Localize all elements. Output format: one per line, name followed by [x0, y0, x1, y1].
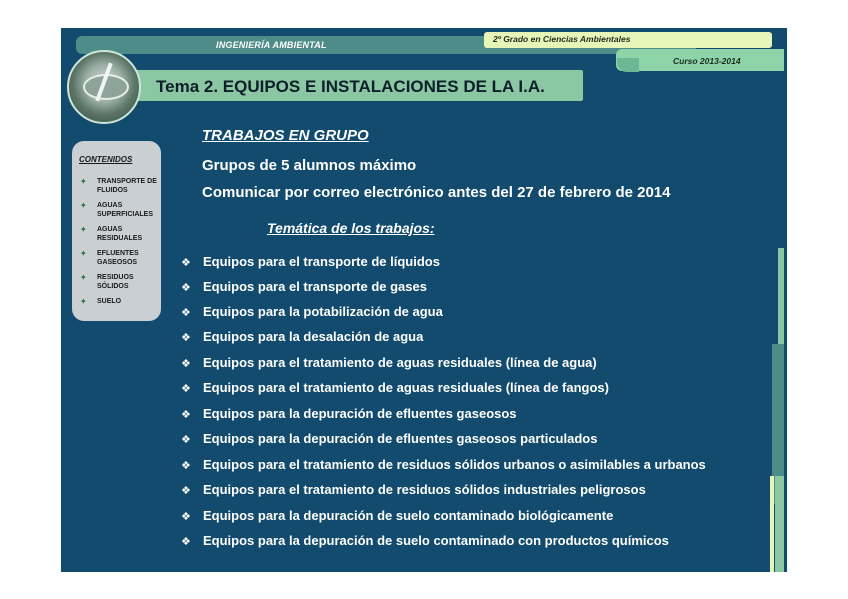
- topic-label: Equipos para la desalación de agua: [203, 329, 424, 344]
- decor-stripe: [775, 476, 784, 572]
- sidebar-title: CONTENIDOS: [79, 155, 133, 164]
- diamond-bullet-icon: ❖: [181, 460, 191, 472]
- diamond-bullet-icon: ❖: [181, 257, 191, 269]
- treatment-plant-photo: [67, 50, 141, 124]
- diamond-bullet-icon: ❖: [181, 383, 191, 395]
- topic-item: [181, 279, 427, 294]
- topic-label: Equipos para la depuración de efluentes gaseosos: [203, 406, 517, 421]
- diamond-bullet-icon: ❖: [181, 434, 191, 446]
- sidebar-item-label: TRANSPORTE DE FLUIDOS: [97, 178, 157, 194]
- diamond-bullet-icon: ❖: [181, 332, 191, 344]
- topic-item: [181, 431, 597, 446]
- diamond-bullet-icon: ❖: [181, 307, 191, 319]
- topic-label: Equipos para la potabilización de agua: [203, 304, 443, 319]
- diamond-bullet-icon: ❖: [181, 358, 191, 370]
- topic-item: [181, 254, 440, 269]
- slide: [61, 28, 787, 572]
- topic-label: Equipos para el tratamiento de residuos sólidos industriales peligrosos: [203, 482, 646, 497]
- department-label: INGENIERÍA AMBIENTAL: [216, 40, 327, 50]
- topic-label: Equipos para el tratamiento de residuos sólidos urbanos o asimilables a urbanos: [203, 457, 706, 472]
- topic-label: Equipos para la depuración de suelo contaminado con productos químicos: [203, 533, 669, 548]
- sidebar-item-label: AGUAS RESIDUALES: [97, 226, 143, 242]
- topics-heading: Temática de los trabajos:: [267, 220, 435, 236]
- diamond-bullet-icon: ❖: [181, 282, 191, 294]
- topic-label: Equipos para el transporte de líquidos: [203, 254, 440, 269]
- decor-stripe: [770, 476, 774, 572]
- bullet-icon: ✦: [80, 201, 87, 210]
- topic-item: [181, 533, 669, 548]
- bullet-icon: ✦: [80, 297, 87, 306]
- degree-label: 2º Grado en Ciencias Ambientales: [493, 34, 631, 44]
- topic-item: [181, 329, 423, 344]
- topic-label: Equipos para la depuración de efluentes gaseosos particulados: [203, 431, 598, 446]
- bullet-icon: ✦: [80, 225, 87, 234]
- course-bar-notch: [617, 58, 639, 72]
- diamond-bullet-icon: ❖: [181, 409, 191, 421]
- topic-label: Equipos para el tratamiento de aguas residuales (línea de fangos): [203, 380, 609, 395]
- topic-label: Equipos para la depuración de suelo contaminado biológicamente: [203, 508, 614, 523]
- course-label: Curso 2013-2014: [673, 56, 741, 66]
- diamond-bullet-icon: ❖: [181, 536, 191, 548]
- group-size-text: Grupos de 5 alumnos máximo: [202, 157, 417, 174]
- deadline-text: Comunicar por correo electrónico antes del 27 de febrero de 2014: [202, 184, 671, 201]
- bullet-icon: ✦: [80, 249, 87, 258]
- sidebar-item-label: EFLUENTES GASEOSOS: [97, 250, 139, 266]
- topic-item: [181, 482, 646, 497]
- topic-item: [181, 355, 597, 370]
- page-title: Tema 2. EQUIPOS E INSTALACIONES DE LA I.A.: [156, 77, 545, 96]
- sidebar-item-label: AGUAS SUPERFICIALES: [97, 202, 154, 218]
- main-heading: TRABAJOS EN GRUPO: [202, 127, 369, 144]
- sidebar-item-label: RESIDUOS SÓLIDOS: [97, 274, 134, 290]
- topic-item: [181, 304, 443, 319]
- topic-item: [181, 457, 706, 472]
- topic-label: Equipos para el tratamiento de aguas residuales (línea de agua): [203, 355, 597, 370]
- diamond-bullet-icon: ❖: [181, 485, 191, 497]
- topic-item: [181, 508, 613, 523]
- sidebar-item-label: SUELO: [97, 298, 122, 305]
- topic-label: Equipos para el transporte de gases: [203, 279, 427, 294]
- topic-item: [181, 380, 609, 395]
- bullet-icon: ✦: [80, 273, 87, 282]
- diamond-bullet-icon: ❖: [181, 511, 191, 523]
- bullet-icon: ✦: [80, 177, 87, 186]
- topic-item: [181, 406, 517, 421]
